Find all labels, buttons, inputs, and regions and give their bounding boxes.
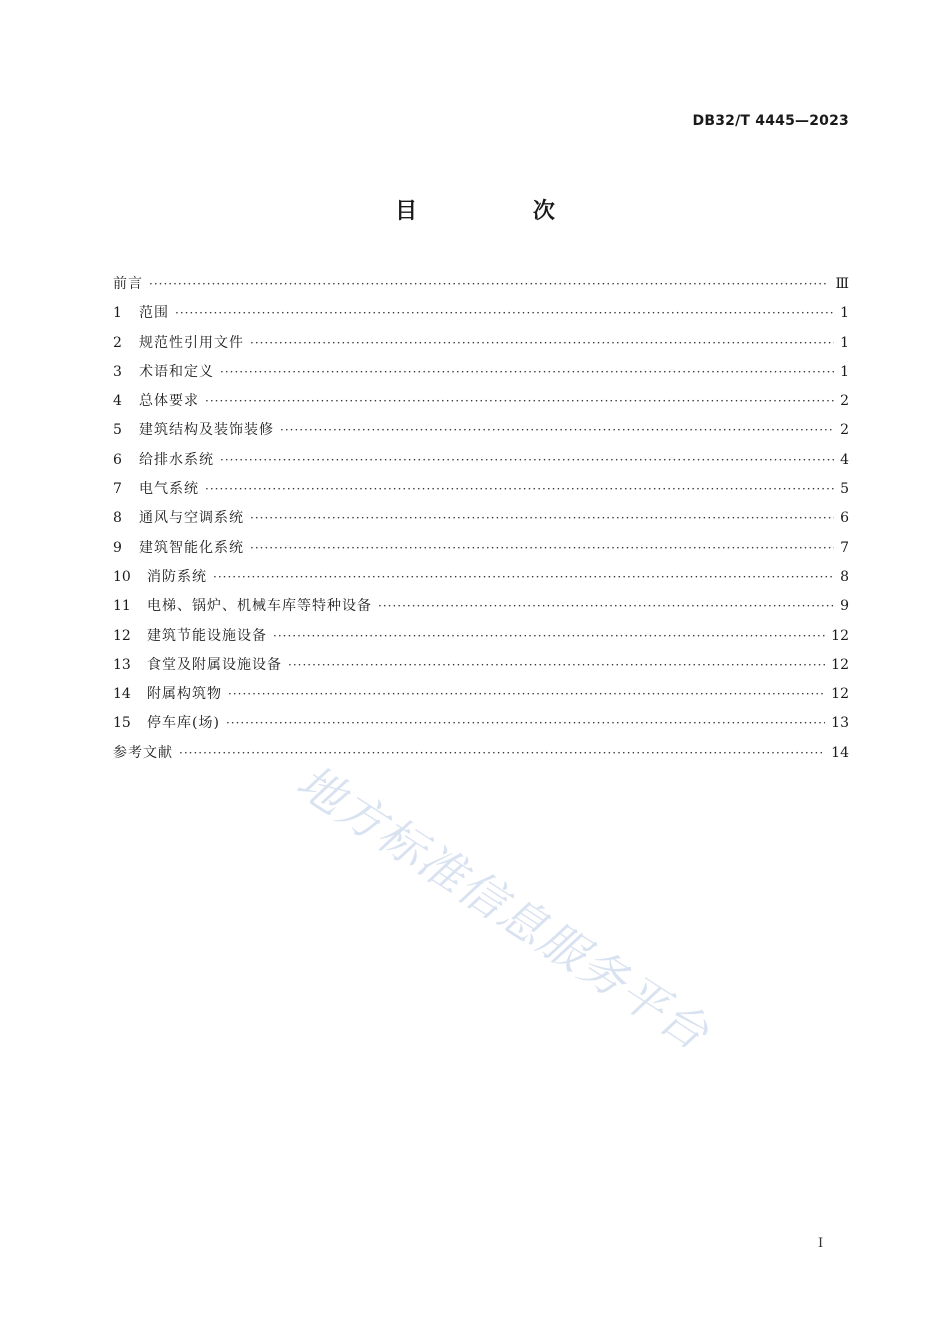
- toc-entry-label: 通风与空调系统: [139, 510, 244, 527]
- toc-entry-terms[interactable]: [113, 358, 849, 387]
- toc-entry-page: 9: [840, 598, 849, 615]
- toc-entry-number: 11: [113, 598, 131, 615]
- toc-entry-fire-system[interactable]: [113, 563, 849, 592]
- toc-entry-label: 电气系统: [139, 481, 199, 498]
- toc-entry-label: 食堂及附属设施设备: [147, 656, 282, 673]
- toc-entry-label: 范围: [139, 305, 169, 322]
- toc-entry-page: 12: [831, 686, 849, 703]
- toc-entry-hvac-system[interactable]: [113, 504, 849, 533]
- toc-entry-label: 建筑结构及装饰装修: [139, 422, 274, 439]
- toc-entry-page: 1: [840, 334, 849, 351]
- toc-entry-structure-decoration[interactable]: [113, 416, 849, 445]
- toc-entry-page: 2: [840, 393, 849, 410]
- toc-entry-page: 13: [831, 715, 849, 732]
- toc-entry-label: 术语和定义: [139, 363, 214, 380]
- toc-leader-dots: [205, 475, 834, 504]
- toc-entry-number: 15: [113, 715, 131, 732]
- toc-entry-number: 14: [113, 686, 131, 703]
- toc-entry-page: 12: [831, 627, 849, 644]
- toc-leader-dots: [280, 416, 834, 445]
- toc-entry-scope[interactable]: [113, 299, 849, 328]
- toc-entry-number: 8: [113, 510, 122, 527]
- toc-leader-dots: [273, 622, 825, 651]
- toc-leader-dots: [250, 329, 834, 358]
- toc-entry-intelligent-system[interactable]: [113, 534, 849, 563]
- toc-entry-label: 电梯、锅炉、机械车库等特种设备: [147, 598, 372, 615]
- toc-entry-label: 总体要求: [139, 393, 199, 410]
- toc-leader-dots: [175, 299, 834, 328]
- toc-entry-number: 9: [113, 539, 122, 556]
- toc-entry-label: 建筑智能化系统: [139, 539, 244, 556]
- toc-leader-dots: [250, 534, 834, 563]
- toc-entry-canteen-facilities[interactable]: [113, 651, 849, 680]
- toc-leader-dots: [220, 446, 834, 475]
- toc-entry-parking[interactable]: [113, 709, 849, 738]
- toc-entry-label: 附属构筑物: [147, 686, 222, 703]
- toc-entry-water-system[interactable]: [113, 446, 849, 475]
- toc-leader-dots: [378, 592, 834, 621]
- toc-leader-dots: [220, 358, 834, 387]
- toc-entry-bibliography[interactable]: [113, 739, 849, 768]
- toc-entry-page: Ⅲ: [835, 276, 849, 292]
- toc-entry-page: 12: [831, 656, 849, 673]
- toc-entry-number: 13: [113, 656, 131, 673]
- toc-entry-number: 5: [113, 422, 122, 439]
- toc-entry-number: 10: [113, 568, 131, 585]
- toc-leader-dots: [149, 270, 829, 299]
- toc-leader-dots: [250, 504, 834, 533]
- toc-entry-electrical-system[interactable]: [113, 475, 849, 504]
- toc-entry-general-requirements[interactable]: [113, 387, 849, 416]
- toc-entry-normative-references[interactable]: [113, 329, 849, 358]
- toc-entry-number: 2: [113, 334, 122, 351]
- toc-entry-auxiliary-structures[interactable]: [113, 680, 849, 709]
- toc-entry-label: 建筑节能设施设备: [147, 627, 267, 644]
- page-number: I: [818, 1236, 824, 1251]
- toc-leader-dots: [226, 709, 825, 738]
- toc-leader-dots: [179, 739, 825, 768]
- toc-entry-label: 前言: [113, 276, 143, 292]
- toc-entry-label: 消防系统: [147, 568, 207, 585]
- toc-entry-number: 1: [113, 305, 122, 322]
- toc-leader-dots: [213, 563, 834, 592]
- toc-entry-preface[interactable]: [113, 270, 849, 299]
- toc-entry-page: 14: [831, 744, 849, 761]
- watermark: 地方标准信息服务平台: [287, 754, 720, 1061]
- toc-entry-page: 6: [840, 510, 849, 527]
- toc-entry-label: 给排水系统: [139, 451, 214, 468]
- toc-entry-page: 7: [840, 539, 849, 556]
- toc-leader-dots: [205, 387, 834, 416]
- toc-entry-page: 1: [840, 363, 849, 380]
- toc-entry-number: 6: [113, 451, 122, 468]
- standard-code: DB32/T 4445—2023: [692, 113, 849, 129]
- toc-entry-page: 2: [840, 422, 849, 439]
- toc-entry-label: 规范性引用文件: [139, 334, 244, 351]
- toc-entry-number: 7: [113, 481, 122, 498]
- toc-entry-page: 1: [840, 305, 849, 322]
- table-of-contents: [113, 270, 849, 768]
- toc-entry-special-equipment[interactable]: [113, 592, 849, 621]
- toc-entry-label: 参考文献: [113, 744, 173, 761]
- toc-entry-energy-saving[interactable]: [113, 622, 849, 651]
- toc-leader-dots: [228, 680, 825, 709]
- toc-entry-number: 12: [113, 627, 131, 644]
- toc-entry-page: 8: [840, 568, 849, 585]
- toc-entry-page: 5: [840, 481, 849, 498]
- page-title: 目 次: [395, 199, 609, 224]
- toc-entry-number: 4: [113, 393, 122, 410]
- toc-entry-page: 4: [840, 451, 849, 468]
- toc-leader-dots: [288, 651, 825, 680]
- toc-entry-label: 停车库(场): [147, 715, 220, 732]
- toc-entry-number: 3: [113, 363, 122, 380]
